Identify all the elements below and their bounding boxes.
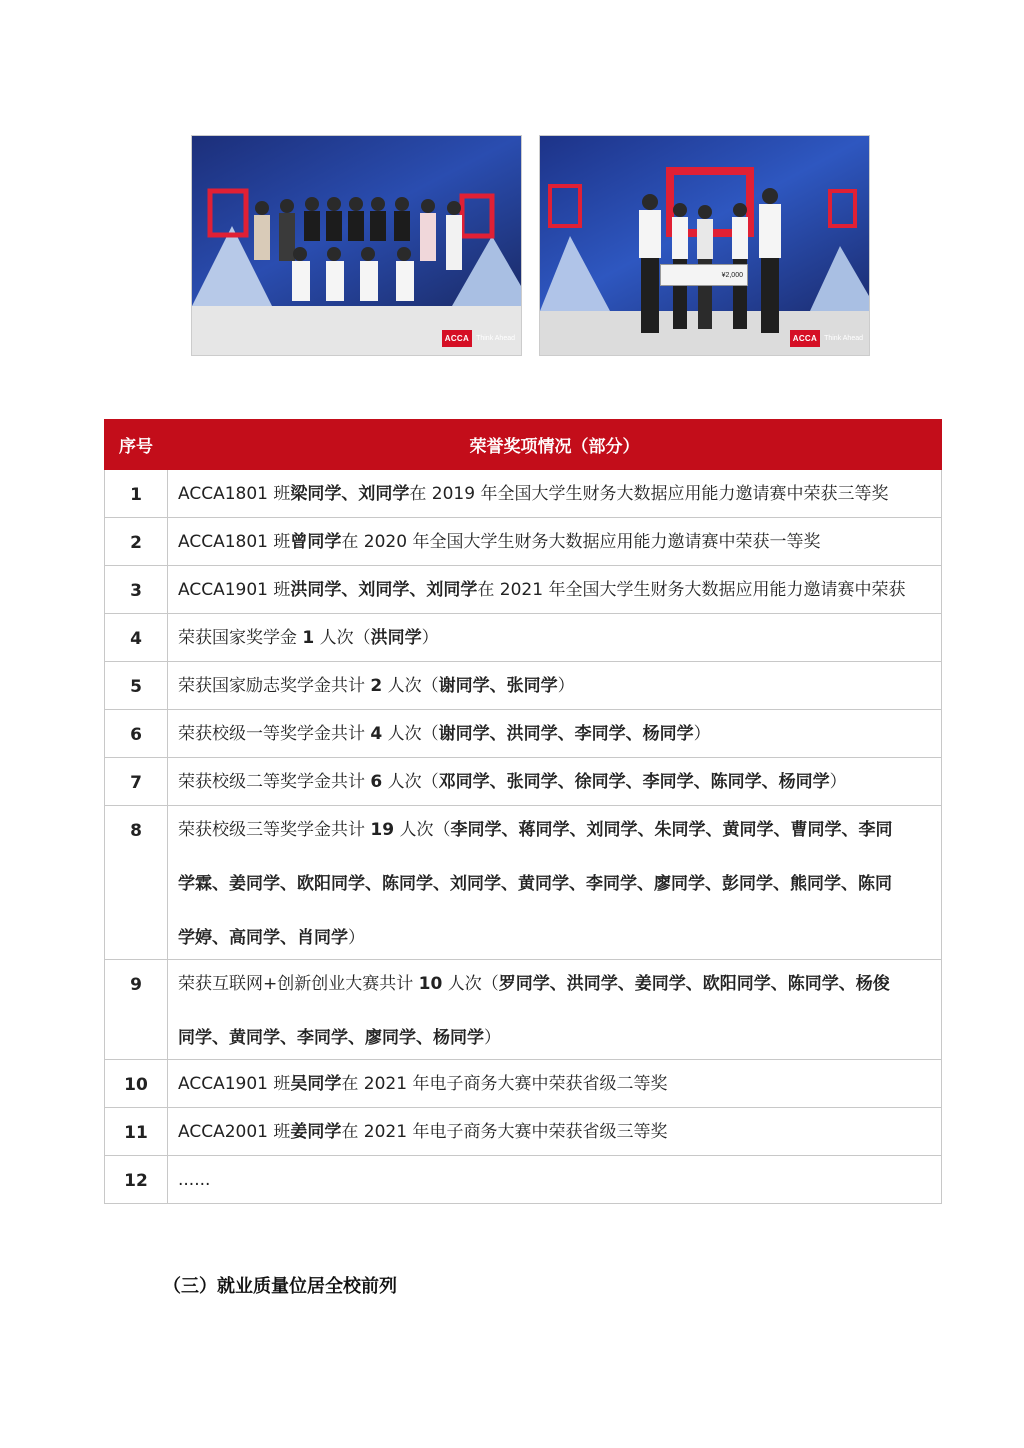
highlighted-text: 学婷、高同学、肖同学 — [178, 928, 348, 948]
text-segment: 荣获国家奖学金 — [178, 628, 303, 648]
text-segment: 人次（ — [314, 628, 371, 648]
description-line — [178, 533, 933, 551]
acca-logo — [790, 330, 863, 347]
text-segment: 人次（ — [382, 772, 439, 792]
highlighted-text: 邓同学、张同学、徐同学、李同学、陈同学、杨同学 — [438, 772, 830, 792]
description-line — [178, 1029, 933, 1047]
section-heading: （三）就业质量位居全校前列 — [163, 1276, 397, 1297]
description-line — [178, 975, 933, 993]
row-index: 7 — [105, 758, 168, 806]
text-segment: 荣获校级二等奖学金共计 — [178, 772, 371, 792]
acca-tagline: Think Ahead — [824, 335, 863, 342]
highlighted-text: 李同学、蒋同学、刘同学、朱同学、黄同学、曹同学、李同 — [450, 820, 893, 840]
text-segment: 在 2019 年全国大学生财务大数据应用能力邀请赛中荣获三等奖 — [409, 484, 889, 504]
table-row — [105, 614, 942, 662]
row-index: 8 — [105, 806, 168, 960]
text-segment: ） — [693, 724, 711, 744]
row-index: 4 — [105, 614, 168, 662]
text-segment: 人次（ — [382, 724, 439, 744]
row-award-description — [168, 662, 942, 710]
row-index: 5 — [105, 662, 168, 710]
highlighted-text: 姜同学 — [290, 1122, 342, 1142]
row-index: 1 — [105, 470, 168, 518]
acca-logo-mark: ACCA — [442, 330, 472, 347]
highlighted-text: 洪同学 — [370, 628, 422, 648]
description-line — [178, 875, 933, 893]
description-line — [178, 1171, 933, 1189]
row-index: 3 — [105, 566, 168, 614]
text-segment: 在 2021 年电子商务大赛中荣获省级二等奖 — [341, 1074, 668, 1094]
award-ceremony-group-photo — [191, 135, 522, 356]
row-award-description — [168, 614, 942, 662]
text-segment: 荣获校级一等奖学金共计 — [178, 724, 371, 744]
highlighted-text: 罗同学、洪同学、姜同学、欧阳同学、陈同学、杨俊 — [498, 974, 890, 994]
row-award-description — [168, 1108, 942, 1156]
text-segment: ） — [421, 628, 439, 648]
table-row — [105, 710, 942, 758]
table-row — [105, 1108, 942, 1156]
table-row — [105, 1156, 942, 1204]
description-line — [178, 1075, 933, 1093]
text-segment: ACCA1901 班 — [178, 1074, 291, 1094]
description-line — [178, 485, 933, 503]
row-award-description — [168, 470, 942, 518]
check-photo-illustration — [540, 136, 869, 355]
table-row — [105, 470, 942, 518]
row-index: 12 — [105, 1156, 168, 1204]
description-line — [178, 581, 933, 599]
description-line — [178, 821, 933, 839]
awards-table — [104, 419, 942, 1204]
row-index: 6 — [105, 710, 168, 758]
text-segment: 人次（ — [382, 676, 439, 696]
row-award-description — [168, 758, 942, 806]
text-segment: ） — [348, 928, 365, 948]
highlighted-text: 19 — [370, 820, 395, 840]
group-photo-illustration — [192, 136, 521, 355]
text-segment: 荣获国家励志奖学金共计 — [178, 676, 371, 696]
text-segment: 在 2021 年电子商务大赛中荣获省级三等奖 — [341, 1122, 668, 1142]
row-index: 11 — [105, 1108, 168, 1156]
highlighted-text: 梁同学、刘同学 — [290, 484, 410, 504]
acca-logo — [442, 330, 515, 347]
text-segment: 在 2021 年全国大学生财务大数据应用能力邀请赛中荣获 — [477, 580, 906, 600]
text-segment: ） — [829, 772, 847, 792]
column-header-title: 荣誉奖项情况（部分） — [168, 420, 942, 470]
table-row — [105, 758, 942, 806]
prize-check-amount: ¥2,000 — [660, 264, 748, 286]
highlighted-text: 学霖、姜同学、欧阳同学、陈同学、刘同学、黄同学、李同学、廖同学、彭同学、熊同学、陈同 — [178, 874, 892, 894]
row-award-description — [168, 518, 942, 566]
highlighted-text: 1 — [302, 628, 315, 648]
acca-tagline: Think Ahead — [476, 335, 515, 342]
text-segment: ） — [557, 676, 575, 696]
highlighted-text: 2 — [370, 676, 383, 696]
highlighted-text: 6 — [370, 772, 383, 792]
row-award-description — [168, 806, 942, 960]
description-line — [178, 629, 933, 647]
description-line — [178, 773, 933, 791]
table-row — [105, 566, 942, 614]
description-line — [178, 677, 933, 695]
table-row — [105, 662, 942, 710]
description-line — [178, 1123, 933, 1141]
text-segment: ） — [484, 1028, 501, 1048]
highlighted-text: 同学、黄同学、李同学、廖同学、杨同学 — [178, 1028, 484, 1048]
column-header-index: 序号 — [105, 420, 168, 470]
row-award-description — [168, 1156, 942, 1204]
text-segment: ACCA1901 班 — [178, 580, 291, 600]
text-segment: ...... — [178, 1170, 211, 1190]
highlighted-text: 谢同学、洪同学、李同学、杨同学 — [438, 724, 694, 744]
highlighted-text: 洪同学、刘同学、刘同学 — [290, 580, 478, 600]
row-index: 10 — [105, 1060, 168, 1108]
text-segment: 荣获互联网+创新创业大赛共计 — [178, 974, 419, 994]
text-segment: 荣获校级三等奖学金共计 — [178, 820, 371, 840]
description-line — [178, 929, 933, 947]
table-header-row — [105, 420, 942, 470]
highlighted-text: 10 — [418, 974, 443, 994]
awards-table-body — [105, 470, 942, 1204]
text-segment: ACCA1801 班 — [178, 532, 291, 552]
acca-logo-mark: ACCA — [790, 330, 820, 347]
text-segment: 人次（ — [394, 820, 451, 840]
highlighted-text: 曾同学 — [290, 532, 342, 552]
description-line — [178, 725, 933, 743]
row-award-description — [168, 566, 942, 614]
row-index: 9 — [105, 960, 168, 1060]
table-row — [105, 518, 942, 566]
table-row — [105, 806, 942, 960]
table-row — [105, 960, 942, 1060]
table-row — [105, 1060, 942, 1108]
text-segment: 在 2020 年全国大学生财务大数据应用能力邀请赛中荣获一等奖 — [341, 532, 821, 552]
text-segment: ACCA1801 班 — [178, 484, 291, 504]
row-award-description — [168, 710, 942, 758]
highlighted-text: 4 — [370, 724, 383, 744]
highlighted-text: 谢同学、张同学 — [438, 676, 558, 696]
highlighted-text: 吴同学 — [290, 1074, 342, 1094]
row-index: 2 — [105, 518, 168, 566]
row-award-description — [168, 960, 942, 1060]
row-award-description — [168, 1060, 942, 1108]
text-segment: 人次（ — [442, 974, 499, 994]
award-check-photo — [539, 135, 870, 356]
text-segment: ACCA2001 班 — [178, 1122, 291, 1142]
